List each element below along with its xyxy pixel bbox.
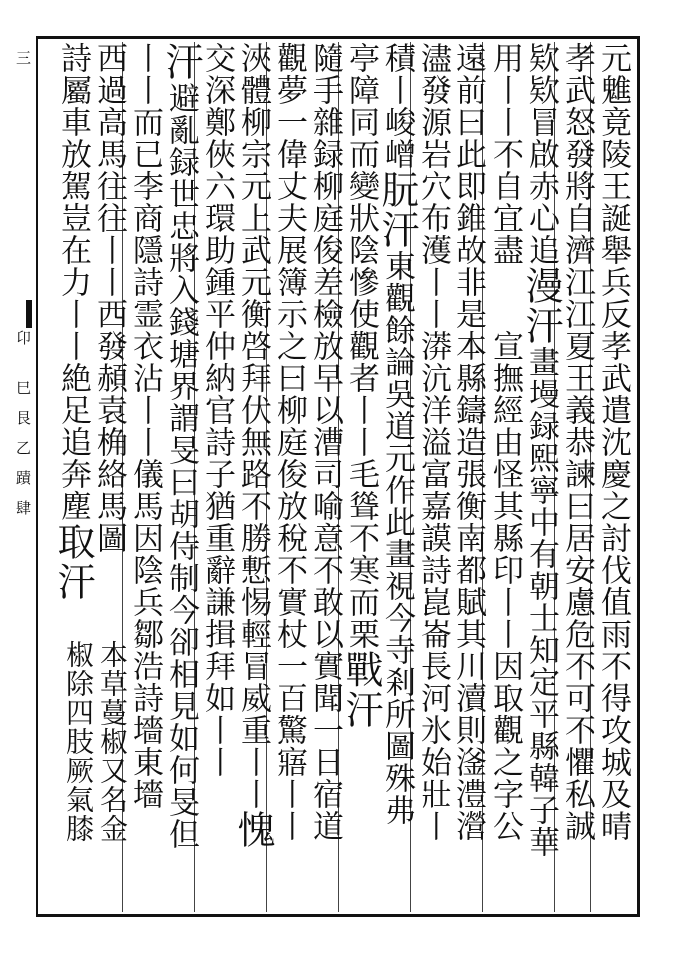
annotation-column: 椒除四肢厥氣膝 <box>62 640 95 843</box>
text-column: 積丨峻嶒朊汗東觀餘論吳道元作此畫視今寺剎所圖殊弗 <box>375 42 419 826</box>
border-left <box>36 36 38 917</box>
text-column: 隨手雜録柳庭俊差檢放早以漕司喻意不敢以實聞一日宿道 <box>307 42 343 842</box>
text-column: 亭障同而變狀陰慘使觀者丨丨毛聳不寒而栗戰汗 <box>339 42 383 730</box>
text-column: 交深鄭俠六環助鍾平仲納官詩子猶重辭謙揖拜如丨丨 <box>199 42 235 778</box>
border-top <box>36 36 640 39</box>
headword: 取汗 <box>51 522 95 602</box>
spine-mark <box>26 300 32 328</box>
spine-char: 蹟 <box>14 470 32 485</box>
spine-char: 三 <box>14 50 32 65</box>
headword: 汗 <box>159 42 203 82</box>
border-bottom <box>36 914 640 917</box>
headword: 漫汗 <box>519 266 563 346</box>
annotation-column: 本草蔓椒又名金 <box>96 640 129 843</box>
spine-char: 肆 <box>14 500 32 515</box>
text-column: 西過高馬往往丨丨西發頳袁桷絡馬圖 <box>91 42 127 554</box>
spine-char: 卬 <box>14 330 32 345</box>
spine-char: 巳 <box>14 380 32 395</box>
text-column: 用丨丨不自宜盡宣撫經由怪其縣印丨丨因取觀之字公 <box>487 42 523 842</box>
headword: 愧 <box>231 810 275 850</box>
text-column: 濜發源岩穴布濩丨丨漭沆洋溢富嘉謨詩崑崙長河氷始壯丨 <box>415 42 451 842</box>
text-column: 汗避亂録世忠將入錢塘界謂旻曰胡侍制今卻相見如何旻但 <box>159 42 203 850</box>
headword: 戰汗 <box>339 650 383 730</box>
text-column: 孝武怒發將自濟江江夏王義恭諫曰居安慮危不可不懼私誠 <box>559 42 595 842</box>
border-right <box>637 36 640 917</box>
text-column: 欵欵冒啟赤心追漫汗畫墁録熙寧中有朝士知定平縣韓子華 <box>519 42 563 858</box>
text-column: 遠前曰此即錐故非是本縣鑄造張衡南都賦其川瀆則滏澧瀯 <box>450 42 486 842</box>
text-column: 觀夢一偉丈夫展簿示之曰柳庭俊放稅不實杖一百驚寤丨丨 <box>271 42 307 842</box>
headword: 朊汗 <box>375 170 419 250</box>
text-column: 元魋竟陵王誕舉兵反孝武遣沈慶之討伐值雨不得攻城及晴 <box>595 42 631 842</box>
text-column: 浹體柳宗元上武元衡啓拜伏無路不勝慙惕輕冒威重丨丨愧 <box>231 42 275 850</box>
book-spine-margin <box>0 0 36 957</box>
spine-char: 艮 <box>14 410 32 425</box>
text-column: 詩屬車放駕豈在力丨丨絶足追奔塵取汗 <box>51 42 95 602</box>
text-column: 丨丨而已李商隱詩霊衣沾丨丨儀馬因陰兵鄒浩詩墻東墻 <box>127 42 163 810</box>
spine-char: 乙 <box>14 440 32 455</box>
